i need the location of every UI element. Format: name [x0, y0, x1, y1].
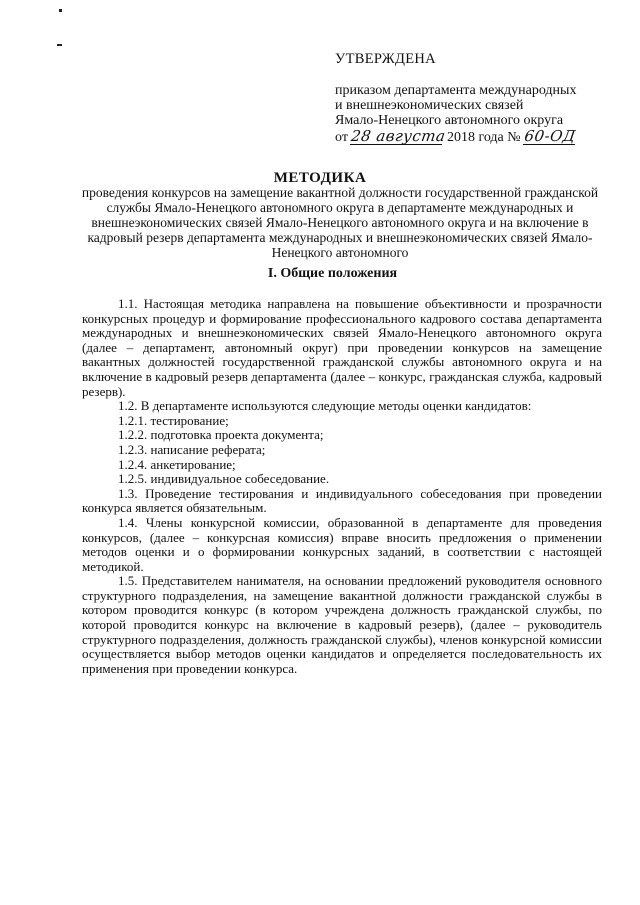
paragraph-1-3: 1.3. Проведение тестирования и индивидуального собеседования при проведении конкурса является обязательным. — [82, 485, 602, 516]
approval-block — [335, 52, 625, 145]
approval-title: УТВЕРЖДЕНА — [335, 51, 436, 67]
method-item: 1.2.2. подготовка проекта документа; — [118, 427, 324, 443]
scan-mark — [59, 9, 62, 12]
method-item: 1.2.1. тестирование; — [118, 412, 229, 428]
method-item: 1.2.4. анкетирование; — [118, 456, 236, 472]
document-subtitle: проведения конкурсов на замещение вакантной должности государственной гражданской службы Ямало-Ненецкого автономного округа в департаменте международных и внешнеэкономических связей Ямало-Ненецкого автономного округа и на включение в кадровый резерв департамента международных и внешнеэкономических связей Ямало-Ненецкого автономного — [81, 185, 599, 260]
paragraph-1-1: 1.1. Настоящая методика направлена на повышение объективности и прозрачности конкурсных процедур и формирование профессионального кадрового состава департамента международных и внешнеэкономических связей Ямало-Ненецкого автономного округа (далее – департамент, автономный округ) при проведении конкурсов на замещение вакантных должностей государственной гражданской службы автономного округа и на включение в кадровый резерв департамента (далее – конкурс, гражданская служба, кадровый резерв). — [82, 296, 602, 399]
handwritten-order-number: 60-ОД — [523, 127, 578, 145]
order-year-text: 2018 года № — [446, 130, 521, 145]
document-title: МЕТОДИКА — [273, 170, 367, 186]
approval-line: и внешнеэкономических связей — [335, 98, 524, 113]
method-item: 1.2.5. индивидуальное собеседование. — [118, 471, 330, 487]
paragraph-1-4: 1.4. Члены конкурсной комиссии, образованной в департаменте для проведения конкурсов, (далее – конкурсная комиссия) вправе вносить предложения о применении методов оценки и о формировании конкурсных заданий, в соответствии с настоящей методикой. — [82, 514, 602, 574]
document-body — [82, 297, 602, 676]
order-reference — [335, 129, 625, 145]
paragraph-1-5: 1.5. Представителем нанимателя, на основании предложений руководителя основного структурного подразделения, на замещение вакантной должности гражданской службы в котором проводится конкурс (в котором учреждена должность гражданской службы, по которой проводится конкурс на включение в кадровый резерв), (далее – руководитель структурного подразделения, должность гражданской службы), членов конкурсной комиссии осуществляется выбор методов оценки кандидатов и определяется последовательность их применения при проведении конкурса. — [82, 573, 602, 676]
scan-mark — [57, 44, 62, 46]
approval-line: Ямало-Ненецкого автономного округа — [335, 113, 564, 128]
paragraph-1-2: 1.2. В департаменте используются следующие методы оценки кандидатов: — [118, 398, 532, 414]
section-heading: I. Общие положения — [267, 266, 398, 281]
method-item: 1.2.3. написание реферата; — [118, 441, 266, 457]
order-prefix: от — [335, 130, 348, 145]
approval-line: приказом департамента международных — [335, 83, 577, 98]
handwritten-order-date: 28 августа — [350, 127, 448, 145]
